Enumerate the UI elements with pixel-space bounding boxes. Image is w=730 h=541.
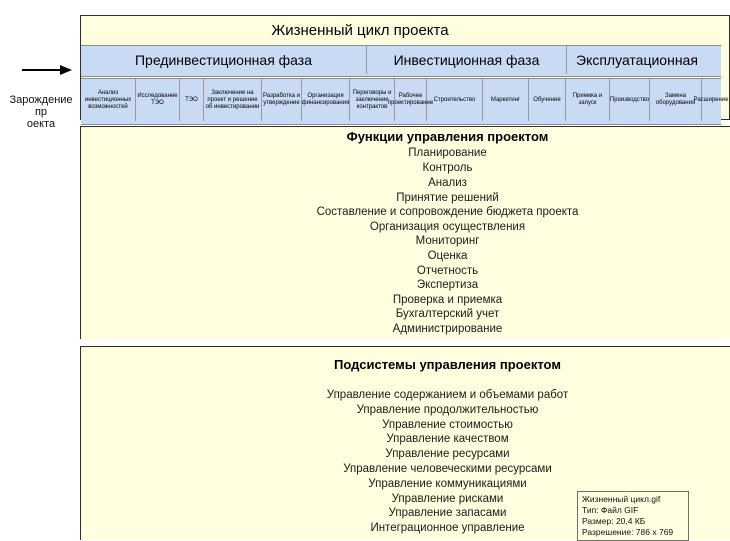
subsystem-item: Управление ресурсами	[385, 448, 510, 460]
phase-preinvestment: Прединвестиционная фаза	[134, 52, 313, 68]
function-item: Организация осуществления	[369, 221, 526, 233]
subsystem-item: Управление запасами	[388, 507, 507, 519]
function-item: Экспертиза	[416, 279, 479, 291]
stage-cell: Приемка и запуск	[566, 79, 610, 121]
stage-cell: Производство	[610, 79, 650, 121]
phase-investment: Инвестиционная фаза	[393, 52, 540, 68]
function-item: Мониторинг	[415, 235, 480, 247]
stage-cell: Маркетинг	[483, 79, 529, 121]
tooltip-line: Разрешение: 786 x 769	[582, 527, 674, 537]
subsystems-title: Подсистемы управления проектом	[334, 357, 561, 372]
stage-cell: Переговоры и заключение контрактов	[350, 79, 395, 121]
stage-cell: Замена оборудования	[650, 79, 702, 121]
subsystem-item: Управление качеством	[386, 433, 509, 445]
subsystem-item: Управление человеческими ресурсами	[343, 463, 552, 475]
function-item: Принятие решений	[396, 192, 499, 204]
phase-operational: Эксплуатационная	[576, 52, 698, 68]
stage-cell: Расширение	[693, 96, 729, 103]
function-item: Составление и сопровождение бюджета проекта	[316, 206, 579, 218]
function-item: Оценка	[427, 250, 468, 262]
subsystem-item: Управление рисками	[391, 493, 504, 505]
function-item: Планирование	[408, 147, 487, 159]
subsystem-item: Интеграционное управление	[370, 522, 525, 534]
phase-divider	[566, 46, 567, 74]
stage-cell: Организация финансирования	[302, 79, 350, 121]
file-info-tooltip	[577, 491, 689, 541]
stage-cell: Разработка и утверждение	[262, 79, 302, 121]
subsystem-item: Управление стоимостью	[382, 419, 513, 431]
stage-cell: Рабочее проектирование	[395, 79, 427, 121]
stage-cell: Анализ инвестиционных возможностей	[81, 79, 136, 121]
function-item: Анализ	[428, 177, 467, 189]
function-item: Бухгалтерский учет	[395, 308, 500, 320]
function-item: Отчетность	[416, 265, 479, 277]
project-birth-label: Зарождение пр оекта	[9, 94, 73, 130]
tooltip-line: Размер: 20,4 КБ	[582, 516, 646, 526]
subsystem-item: Управление продолжительностью	[356, 404, 539, 416]
stage-cell: Обучение	[529, 79, 566, 121]
function-item: Администрирование	[392, 323, 503, 335]
stage-cell: Исследование ТЭО	[136, 79, 180, 121]
tooltip-line: Жизненный цикл.gif	[582, 494, 661, 504]
lifecycle-title: Жизненный цикл проекта	[271, 21, 449, 39]
tooltip-line: Тип: Файл GIF	[582, 505, 639, 515]
subsystem-item: Управление содержанием и объемами работ	[326, 389, 569, 401]
arrow-right-icon	[22, 64, 72, 76]
functions-title: Функции управления проектом	[346, 129, 549, 144]
function-item: Проверка и приемка	[392, 294, 503, 306]
subsystem-item: Управление коммуникациями	[368, 478, 527, 490]
stage-cell: ТЭО	[180, 79, 204, 121]
stage-cell: Строительство	[427, 79, 483, 121]
stage-cell: Заключение на проект и решение об инвестировании	[204, 79, 262, 121]
function-item: Контроль	[422, 162, 473, 174]
